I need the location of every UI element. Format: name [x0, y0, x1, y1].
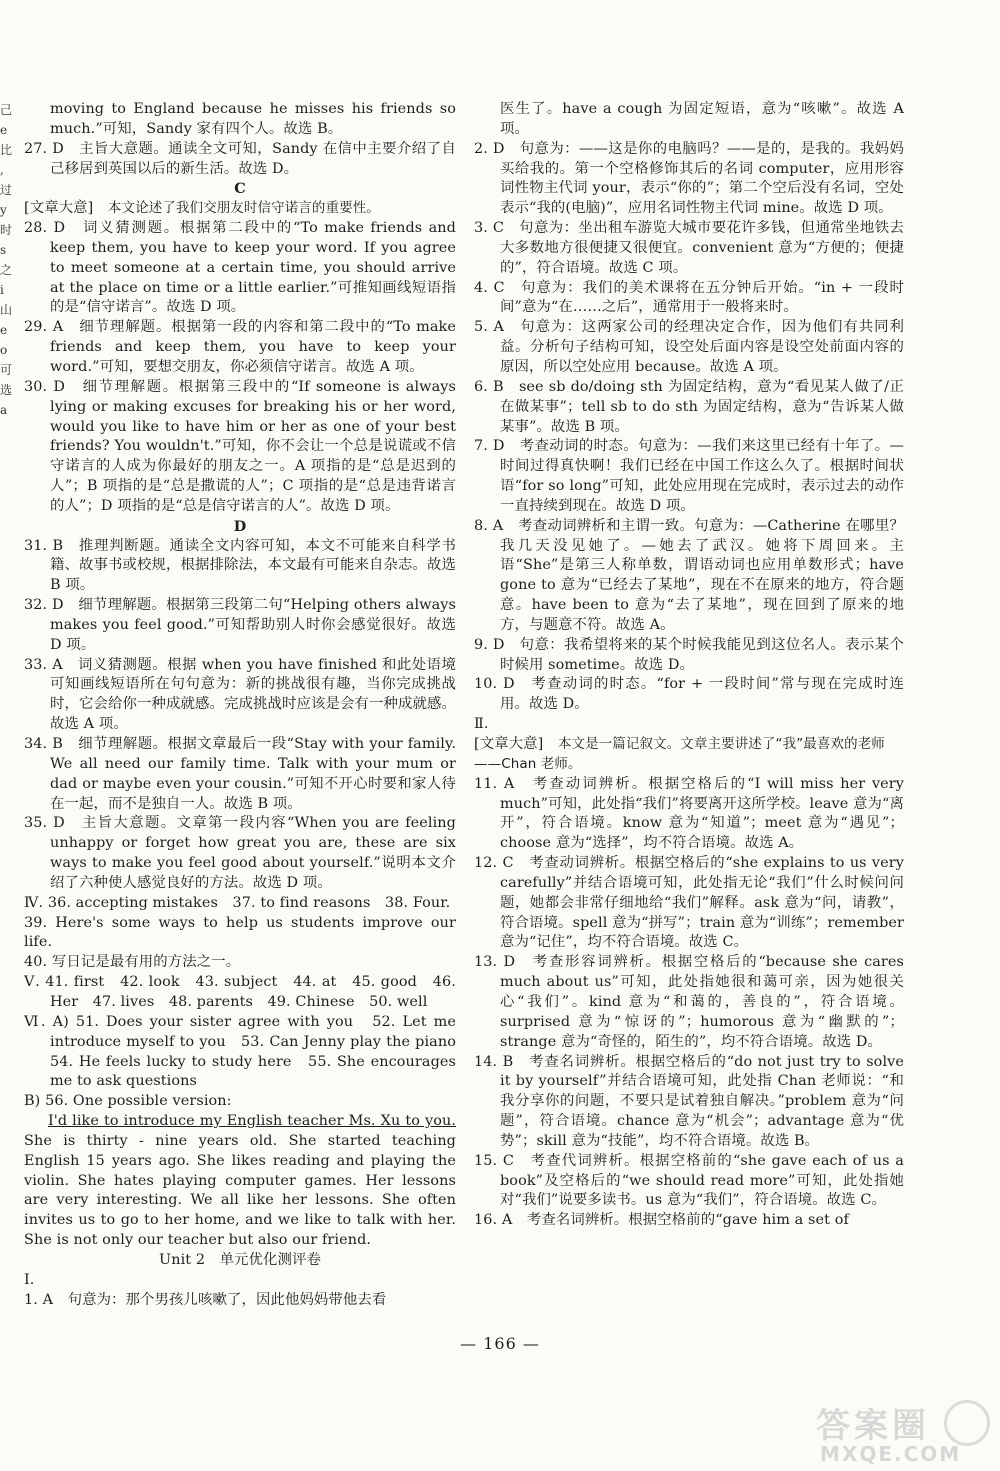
watermark-title: 答案圈	[816, 1406, 930, 1446]
right-column	[474, 100, 904, 1231]
essay-first-sentence: I'd like to introduce my English teacher Ms. Xu to you.	[48, 1113, 456, 1130]
text-line: Ⅱ.	[474, 716, 489, 733]
answer-item: 9. D 句意：我希望将来的某个时候我能见到这位名人。表示某个时候用 sometime。故选 D。	[474, 636, 904, 673]
answer-item: 12. C 考查动词辨析。根据空格后的“she explains to us very carefully”并结合语境可知，此处指无论“我们”什么时候问问题，她都会非常仔细地给“我们”解释。ask 意为“问，请教”，符合语境。spell 意为“拼写”；train 意为“训练”；remember 意为“记住”，均不符合语境。故选 C。	[474, 855, 904, 951]
text-line: Ⅰ.	[24, 1271, 35, 1288]
text-line: 39. Here's some ways to help us students improve our life.	[24, 914, 456, 951]
answer-item: 16. A 考查名词辨析。根据空格前的“gave him a set of	[474, 1212, 849, 1229]
answer-item: Ⅵ. A) 51. Does your sister agree with you 52. Let me introduce myself to you 53. Can Jenny play the piano 54. He feels lucky to study here 55. She encourages me to ask questions	[24, 1013, 471, 1090]
page-number: — 166 —	[460, 1334, 540, 1353]
answer-item: 13. D 考查形容词辨析。根据空格后的“because she cares much about us”可知，此处指她很和蔼可亲，因为她很关心“我们”。kind 意为“和蔼的，善良的”，符合语境。surprised 意为“惊讶的”；humorous 意为“幽默的”；strange 意为“奇怪的，陌生的”，均不符合语境。故选 D。	[474, 954, 904, 1050]
answer-item: 32. D 细节理解题。根据第三段第二句“Helping others always makes you feel good.”可知帮助别人时你会感觉很好。故选 D 项。	[24, 597, 456, 653]
summary-text: 本文是一篇记叙文。文章主要讲述了“我”最喜欢的老师——Chan 老师。	[474, 736, 885, 772]
summary-text: 本文论述了我们交朋友时信守诺言的重要性。	[107, 200, 380, 217]
answer-item: 14. B 考查名词辨析。根据空格后的“do not just try to solve it by yourself”并结合语境可知，此处指 Chan 老师说：“和我分享你的问题，不要只是试着独自解决。”problem 意为“问题”，符合语境。chance 意为“机会”；advantage 意为“优势”；skill 意为“技能”，均不符合语境。故选 B。	[474, 1053, 904, 1149]
answer-item: 28. D 词义猜测题。根据第二段中的“To make friends and keep them, you have to keep your word. If you agree to meet someone at a certain time, you should arrive at the place on time or a little earlier.”可推知画线短语指的是“信守诺言”。故选 D 项。	[24, 220, 456, 316]
text-line: 医生了。have a cough 为固定短语，意为“咳嗽”。故选 A 项。	[500, 101, 904, 137]
article-summary	[474, 735, 904, 775]
answer-item: 10. D 考查动词的时态。“for + 一段时间”常与现在完成时连用。故选 D。	[474, 676, 904, 713]
answer-item: 35. D 主旨大意题。文章第一段内容“When you are feeling unhappy or forget how great you are, these are six ways to make you feel good about yourself.”说明本文介绍了六种使人感觉良好的方法。故选 D 项。	[24, 815, 456, 891]
text-line: moving to England because he misses his friends so much.”可知，Sandy 家有四个人。故选 B。	[50, 101, 456, 137]
unit-title: Unit 2 单元优化测评卷	[158, 1251, 322, 1268]
text-line: B) 56. One possible version:	[24, 1093, 232, 1110]
answer-item: 33. A 词义猜测题。根据 when you have finished 和此处语境可知画线短语所在句句意为：新的挑战很有趣，当你完成挑战时，它会给你一种成就感。完成挑战时应该是会有一种成就感。故选 A 项。	[24, 656, 456, 733]
left-column	[24, 100, 471, 1310]
answer-item: 27. D 主旨大意题。通读全文可知，Sandy 在信中主要介绍了自己移居到英国以后的新生活。故选 D。	[24, 140, 456, 177]
answer-item: 29. A 细节理解题。根据第一段的内容和第二段中的“To make friends and keep them, you have to keep your word.”可知，要想交朋友，你必须信守诺言。故选 A 项。	[24, 319, 456, 375]
essay-body: She is thirty - nine years old. She started teaching English 15 years ago. She likes reading and playing the violin. She hates playing computer games. Her lessons are very interesting. We all like her lessons. She often invites us to go to her home, and we like to talk with her. She is not only our teacher but also our friend.	[24, 1132, 456, 1249]
article-summary	[24, 199, 456, 219]
summary-tag: [文章大意]	[24, 200, 94, 217]
text-line: Ⅳ. 36. accepting mistakes 37. to find reasons 38. Four.	[24, 894, 451, 911]
answer-item: 11. A 考查动词辨析。根据空格后的“I will miss her very much”可知，此处指“我们”将要离开这所学校。leave 意为“离开”，符合语境。know 意为“知道”；meet 意为“遇见”；choose 意为“选择”，均不符合语境。故选 A。	[474, 775, 904, 852]
watermark-url: MXQE.COM	[820, 1442, 962, 1466]
answer-item: 6. B see sb do/doing sth 为固定结构，意为“看见某人做了/正在做某事”；tell sb to do sth 为固定结构，意为“告诉某人做某事”。故选 B 项。	[474, 378, 904, 435]
answer-item: 3. C 句意为：坐出租车游览大城市要花许多钱，但通常坐地铁去大多数地方很便捷又很便宜。convenient 意为“方便的；便捷的”，符合语境。故选 C 项。	[474, 220, 904, 276]
answer-item: 5. A 句意为：这两家公司的经理决定合作，因为他们有共同利益。分析句子结构可知，设空处后面内容是设空处前面内容的原因，所以空处应用 because。故选 A 项。	[474, 319, 904, 375]
watermark-circle-icon	[944, 1400, 990, 1446]
answer-item: 15. C 考查代词辨析。根据空格前的“she gave each of us a book”及空格后的“we should read more”可知，此处指她对“我们”说要多读书。us 意为“我们”，符合语境。故选 C。	[474, 1152, 904, 1209]
answer-item: 8. A 考查动词辨析和主谓一致。句意为：—Catherine 在哪里？我几天没见她了。—她去了武汉。她将下周回来。主语“She”是第三人称单数，谓语动词也应用单数形式；have gone to 意为“已经去了某地”，现在不在原来的地方，符合题意。have been to 意为“去了某地”，现在回到了原来的地方，与题意不符。故选 A。	[474, 517, 904, 633]
answer-item: 1. A 句意为：那个男孩儿咳嗽了，因此他妈妈带他去看	[24, 1291, 387, 1308]
summary-tag: [文章大意]	[474, 736, 544, 752]
answer-item: 31. B 推理判断题。通读全文内容可知，本文不可能来自科学书籍、故事书或校规，根据排除法，本文最有可能来自杂志。故选 B 项。	[24, 537, 456, 594]
section-heading: D	[233, 517, 247, 535]
model-essay	[24, 1112, 456, 1251]
answer-item: 34. B 细节理解题。根据文章最后一段“Stay with your family. We all need our family time. Talk with your mum or dad or maybe even your cousin.”可知不开心时要和家人待在一起，而不是独自一人。故选 B 项。	[24, 736, 456, 812]
answer-item: Ⅴ. 41. first 42. look 43. subject 44. at 45. good 46. Her 47. lives 48. parents 49. Chinese 50. well	[24, 974, 456, 1010]
section-heading: C	[234, 180, 246, 198]
text-line: 40. 写日记是最有用的方法之一。	[24, 954, 241, 971]
answer-item: 4. C 句意为：我们的美术课将在五分钟后开始。“in + 一段时间”意为“在……之后”，通常用于一般将来时。	[474, 279, 904, 316]
left-edge-fragments: 己 e 比 , 过 y 时 s 之 i 山 e o 可 选 a	[0, 103, 13, 417]
watermark-logo	[808, 1398, 998, 1468]
answer-item: 30. D 细节理解题。根据第三段中的“If someone is always lying or making excuses for breaking his or her word, would you like to have him or her as one of your best friends? You wouldn't.”可知，你不会让一个总是说谎或不信守诺言的人成为你最好的朋友之一。A 项指的是“总是迟到的人”；B 项指的是“总是撒谎的人”；C 项指的是“总是违背诺言的人”；D 项指的是“总是信守诺言的人”。故选 D 项。	[24, 378, 456, 514]
answer-item: 7. D 考查动词的时态。句意为：—我们来这里已经有十年了。—时间过得真快啊！我们已经在中国工作这么久了。根据时间状语“for so long”可知，此处应用现在完成时，表示过去的动作一直持续到现在。故选 D 项。	[474, 438, 904, 514]
answer-item: 2. D 句意为：——这是你的电脑吗？——是的，是我的。我妈妈买给我的。第一个空格修饰其后的名词 computer，应用形容词性物主代词 your，表示“你的”；第二个空后没有名词，空处表示“我的(电脑)”，应用名词性物主代词 mine。故选 D 项。	[474, 140, 904, 217]
